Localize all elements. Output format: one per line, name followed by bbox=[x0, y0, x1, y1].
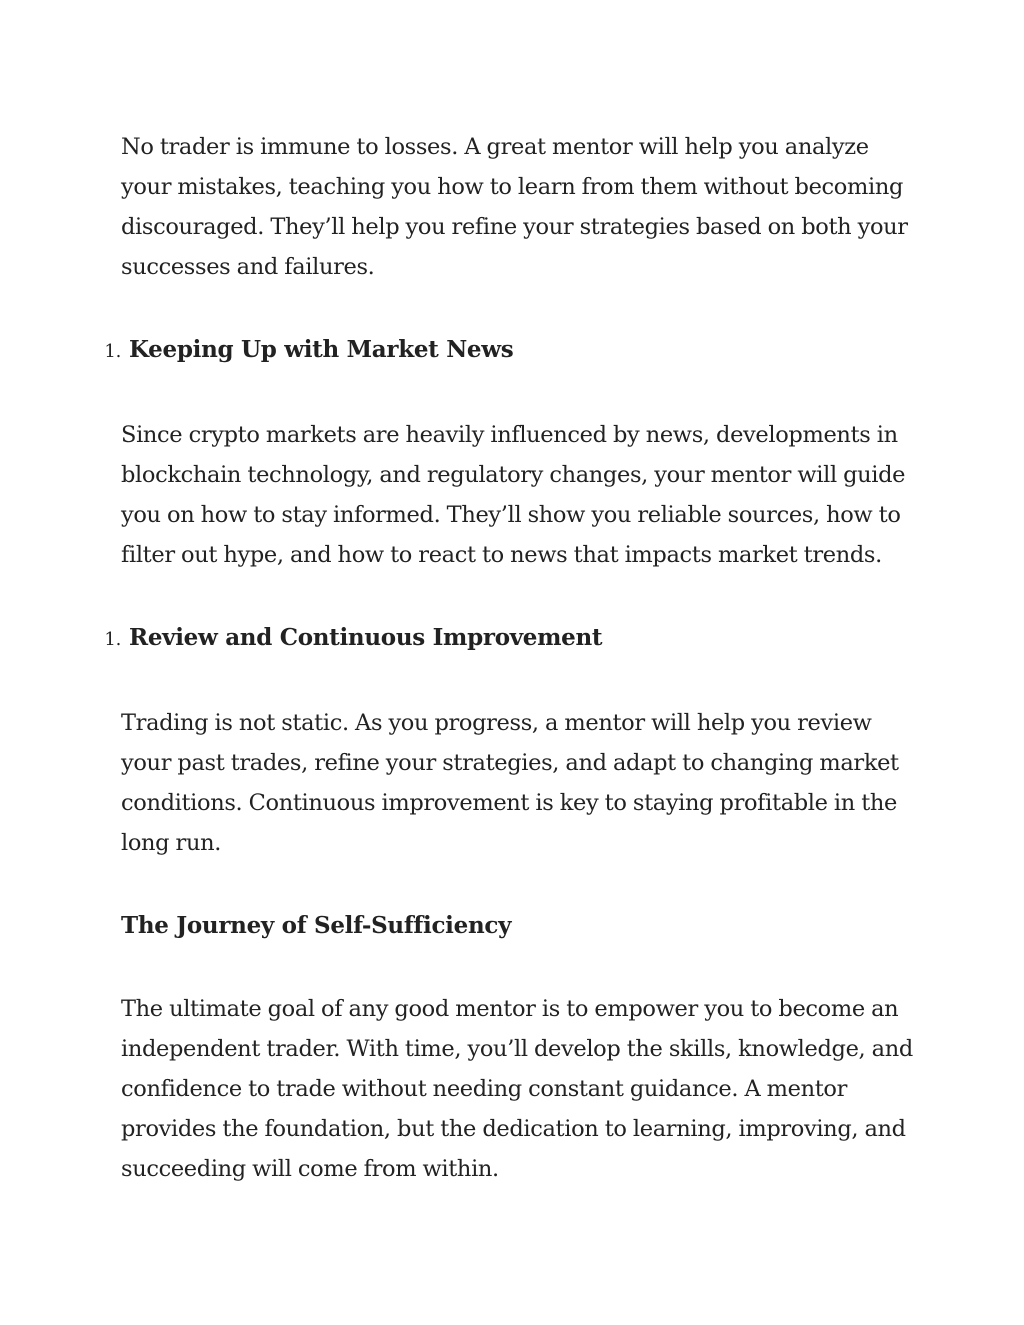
spacer bbox=[121, 372, 921, 415]
paragraph-review: Trading is not static. As you progress, a mentor will help you review your past trades, refine your strategies, and adapt to changing market conditions. Continuous improvement is key to staying profitable in the long run. bbox=[121, 710, 899, 856]
section-heading-self-sufficiency bbox=[121, 906, 921, 946]
section-heading-market-news bbox=[83, 330, 921, 372]
paragraph-losses: No trader is immune to losses. A great mentor will help you analyze your mistakes, teaching you how to learn from them without becoming discouraged. They’ll help you refine your strategies based on both your successes and failures. bbox=[121, 134, 908, 280]
spacer bbox=[121, 946, 921, 989]
spacer bbox=[121, 660, 921, 703]
heading-text: Keeping Up with Market News bbox=[129, 336, 514, 363]
section-heading-review bbox=[83, 618, 921, 660]
paragraph-market-news: Since crypto markets are heavily influenced by news, developments in blockchain technology, and regulatory changes, your mentor will guide you on how to stay informed. They’ll show you reliable sources, how to filter out hype, and how to react to news that impacts market trends. bbox=[121, 422, 906, 568]
spacer bbox=[121, 575, 921, 618]
heading-text: Review and Continuous Improvement bbox=[129, 624, 603, 651]
document-page bbox=[104, 127, 921, 1189]
heading-text: The Journey of Self-Sufficiency bbox=[121, 912, 512, 939]
list-number: 1. bbox=[104, 629, 121, 650]
spacer bbox=[121, 863, 921, 906]
list-number: 1. bbox=[104, 341, 121, 362]
paragraph-self-sufficiency: The ultimate goal of any good mentor is to empower you to become an independent trader. With time, you’ll develop the skills, knowledge, and confidence to trade without needing constant guidance. A mentor provides the foundation, but the dedication to learning, improving, and succeeding will come from within. bbox=[121, 996, 913, 1182]
spacer bbox=[121, 287, 921, 330]
